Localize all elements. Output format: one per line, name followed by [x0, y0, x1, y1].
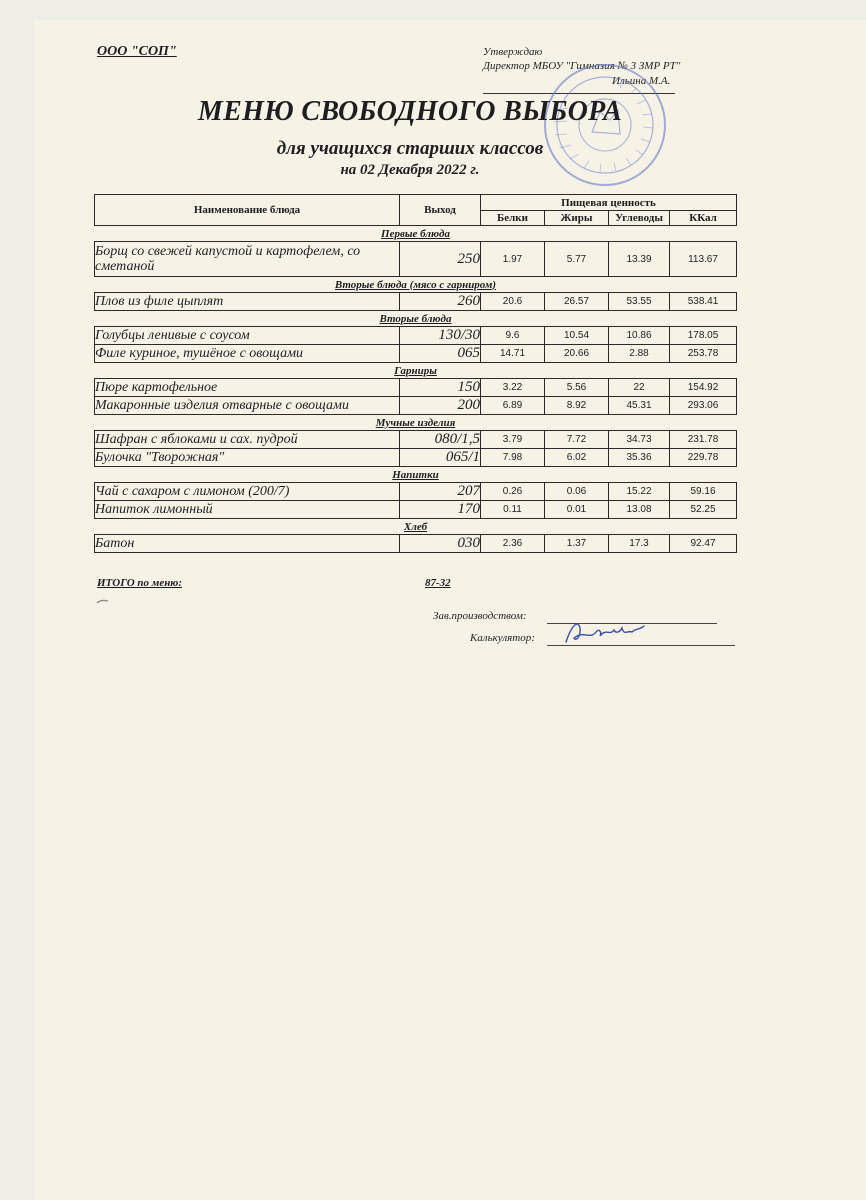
dish-fat: 1.37 — [545, 535, 609, 553]
ink-mark-icon — [96, 598, 110, 606]
page-subtitle: для учащихся старших классов — [276, 138, 544, 159]
dish-name: Филе куриное, тушёное с овощами — [95, 345, 400, 363]
table-row — [95, 242, 737, 277]
dish-protein: 1.97 — [481, 242, 545, 277]
section-title: Хлеб — [95, 519, 737, 535]
approval-position: Директор МБОУ "Гимназия № 3 ЗМР РТ" — [483, 60, 681, 72]
column-header-kcal: ККал — [670, 211, 737, 226]
dish-fat: 6.02 — [545, 449, 609, 467]
dish-name: Булочка "Творожная" — [95, 449, 400, 467]
dish-output: 200 — [400, 397, 481, 415]
table-row — [95, 449, 737, 467]
dish-protein: 9.6 — [481, 327, 545, 345]
handwritten-signature-icon — [562, 618, 648, 648]
dish-carbs: 35.36 — [609, 449, 670, 467]
dish-output: 150 — [400, 379, 481, 397]
dish-fat: 0.01 — [545, 501, 609, 519]
dish-kcal: 154.92 — [670, 379, 737, 397]
dish-fat: 0.06 — [545, 483, 609, 501]
column-header-dish-name: Наименование блюда — [95, 195, 400, 226]
dish-kcal: 231.78 — [670, 431, 737, 449]
dish-carbs: 13.39 — [609, 242, 670, 277]
dish-protein: 3.22 — [481, 379, 545, 397]
table-row — [95, 501, 737, 519]
dish-carbs: 2.88 — [609, 345, 670, 363]
menu-date: на 02 Декабря 2022 г. — [340, 162, 480, 178]
dish-name: Макаронные изделия отварные с овощами — [95, 397, 400, 415]
dish-fat: 8.92 — [545, 397, 609, 415]
dish-name: Батон — [95, 535, 400, 553]
approval-name: Ильина М.А. — [612, 75, 671, 87]
dish-kcal: 538.41 — [670, 293, 737, 311]
dish-fat: 5.77 — [545, 242, 609, 277]
dish-name: Голубцы ленивые с соусом — [95, 327, 400, 345]
table-row — [95, 483, 737, 501]
table-row — [95, 397, 737, 415]
dish-output: 065/1 — [400, 449, 481, 467]
dish-protein: 2.36 — [481, 535, 545, 553]
dish-kcal: 92.47 — [670, 535, 737, 553]
dish-carbs: 10.86 — [609, 327, 670, 345]
column-header-output: Выход — [400, 195, 481, 226]
dish-protein: 0.11 — [481, 501, 545, 519]
dish-name: Пюре картофельное — [95, 379, 400, 397]
dish-carbs: 45.31 — [609, 397, 670, 415]
dish-carbs: 13.08 — [609, 501, 670, 519]
dish-fat: 7.72 — [545, 431, 609, 449]
dish-kcal: 113.67 — [670, 242, 737, 277]
dish-fat: 20.66 — [545, 345, 609, 363]
dish-fat: 26.57 — [545, 293, 609, 311]
section-title: Вторые блюда — [95, 311, 737, 327]
dish-output: 170 — [400, 501, 481, 519]
dish-protein: 3.79 — [481, 431, 545, 449]
total-label: ИТОГО по меню: — [97, 577, 182, 589]
column-header-protein: Белки — [481, 211, 545, 226]
dish-kcal: 178.05 — [670, 327, 737, 345]
dish-kcal: 52.25 — [670, 501, 737, 519]
dish-output: 260 — [400, 293, 481, 311]
dish-protein: 0.26 — [481, 483, 545, 501]
dish-fat: 10.54 — [545, 327, 609, 345]
page-title: МЕНЮ СВОБОДНОГО ВЫБОРА — [197, 96, 623, 127]
table-row — [95, 379, 737, 397]
dish-kcal: 229.78 — [670, 449, 737, 467]
dish-output: 130/30 — [400, 327, 481, 345]
organization-name: ООО "СОП" — [97, 44, 177, 59]
table-row — [95, 535, 737, 553]
table-row — [95, 345, 737, 363]
production-manager-label: Зав.производством: — [433, 610, 527, 622]
section-title: Напитки — [95, 467, 737, 483]
section-title: Мучные изделия — [95, 415, 737, 431]
dish-name: Напиток лимонный — [95, 501, 400, 519]
dish-name: Шафран с яблоками и сах. пудрой — [95, 431, 400, 449]
dish-kcal: 59.16 — [670, 483, 737, 501]
dish-output: 207 — [400, 483, 481, 501]
table-row — [95, 293, 737, 311]
dish-carbs: 34.73 — [609, 431, 670, 449]
dish-carbs: 53.55 — [609, 293, 670, 311]
dish-output: 080/1,5 — [400, 431, 481, 449]
column-header-fat: Жиры — [545, 211, 609, 226]
column-header-nutrition: Пищевая ценность — [481, 195, 737, 211]
menu-table — [94, 194, 737, 553]
dish-name: Чай с сахаром с лимоном (200/7) — [95, 483, 400, 501]
table-row — [95, 431, 737, 449]
dish-kcal: 253.78 — [670, 345, 737, 363]
dish-kcal: 293.06 — [670, 397, 737, 415]
dish-name: Борщ со свежей капустой и картофелем, со сметаной — [95, 242, 400, 277]
total-value: 87-32 — [425, 577, 451, 589]
section-title: Гарниры — [95, 363, 737, 379]
dish-protein: 6.89 — [481, 397, 545, 415]
dish-protein: 7.98 — [481, 449, 545, 467]
column-header-carbs: Углеводы — [609, 211, 670, 226]
section-title: Первые блюда — [95, 226, 737, 242]
approval-word: Утверждаю — [483, 46, 543, 58]
dish-output: 065 — [400, 345, 481, 363]
dish-carbs: 17.3 — [609, 535, 670, 553]
calculator-label: Калькулятор: — [470, 632, 535, 644]
dish-output: 030 — [400, 535, 481, 553]
dish-protein: 14.71 — [481, 345, 545, 363]
dish-name: Плов из филе цыплят — [95, 293, 400, 311]
dish-carbs: 15.22 — [609, 483, 670, 501]
dish-fat: 5.56 — [545, 379, 609, 397]
table-row — [95, 327, 737, 345]
section-title: Вторые блюда (мясо с гарниром) — [95, 277, 737, 293]
dish-carbs: 22 — [609, 379, 670, 397]
dish-protein: 20.6 — [481, 293, 545, 311]
dish-output: 250 — [400, 242, 481, 277]
